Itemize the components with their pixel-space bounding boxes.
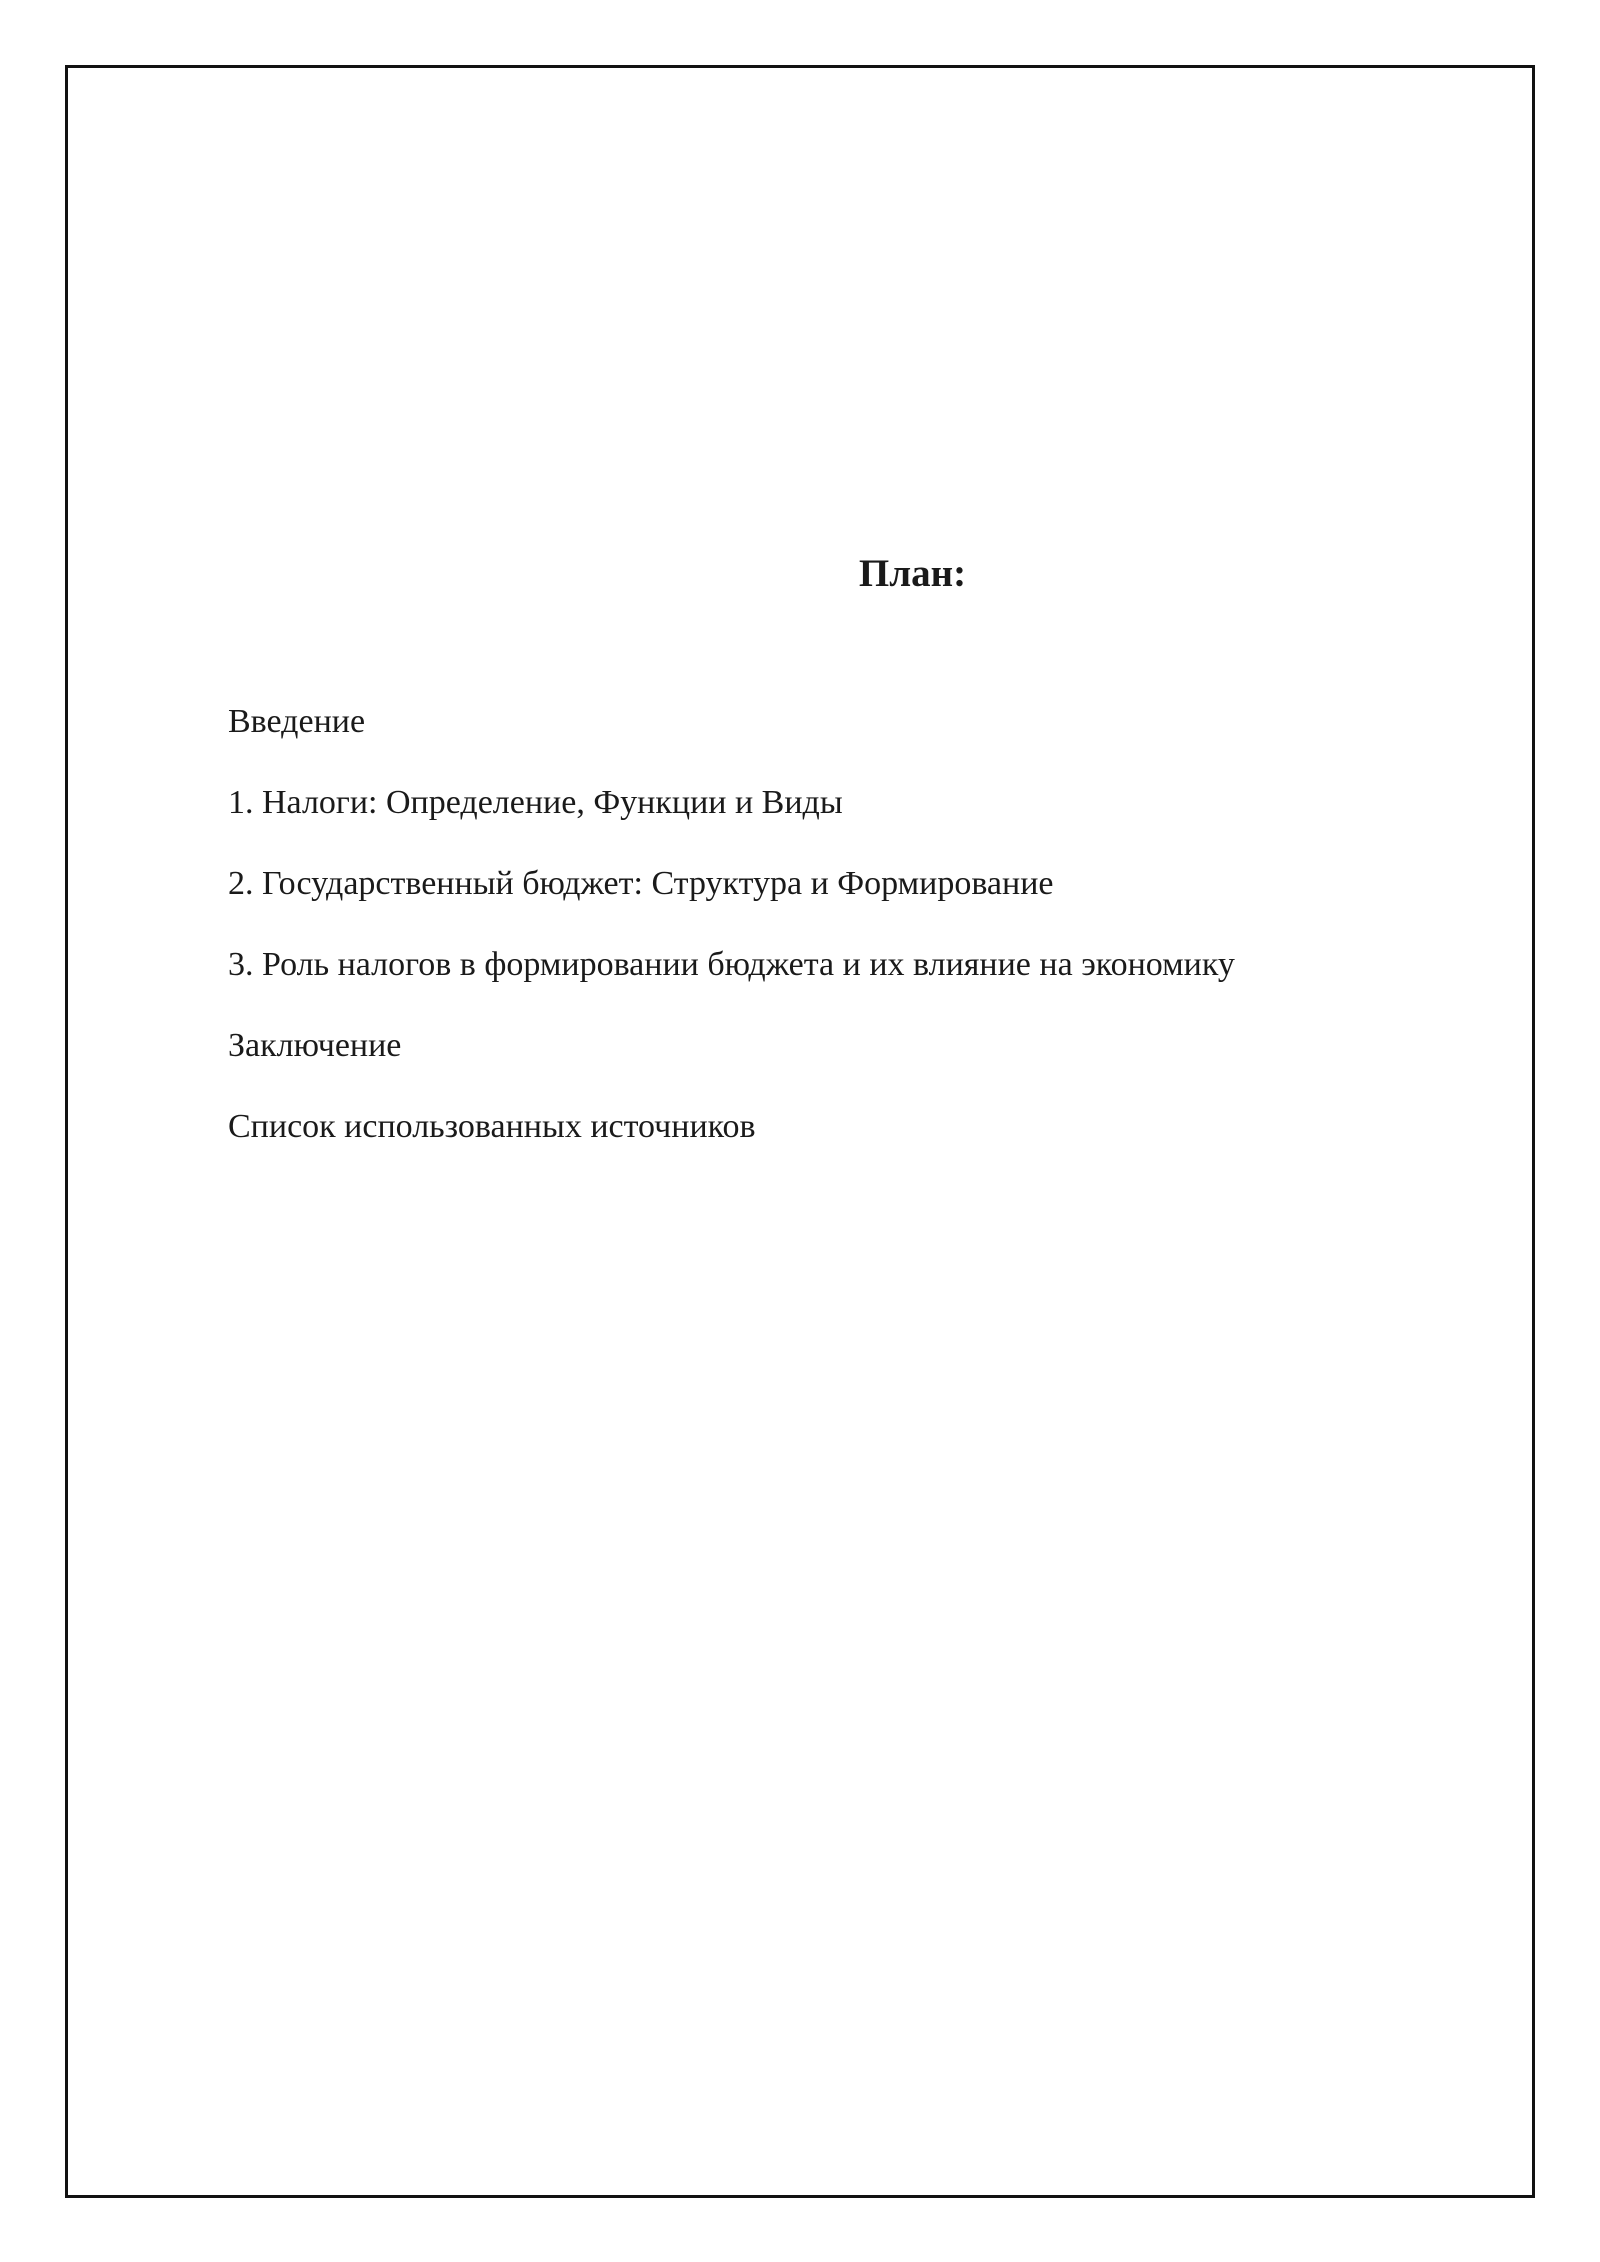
toc-item-references: Список использованных источников xyxy=(228,1108,756,1145)
toc-item-conclusion: Заключение xyxy=(228,1027,402,1064)
toc-item-chapter-2: 2. Государственный бюджет: Структура и Формирование xyxy=(228,865,1054,902)
plan-title: План: xyxy=(858,552,967,595)
toc-item-introduction: Введение xyxy=(228,703,366,740)
toc-item-chapter-3: 3. Роль налогов в формировании бюджета и их влияние на экономику xyxy=(228,946,1235,983)
table-of-contents xyxy=(228,702,1235,1188)
toc-item-chapter-1: 1. Налоги: Определение, Функции и Виды xyxy=(228,784,843,821)
